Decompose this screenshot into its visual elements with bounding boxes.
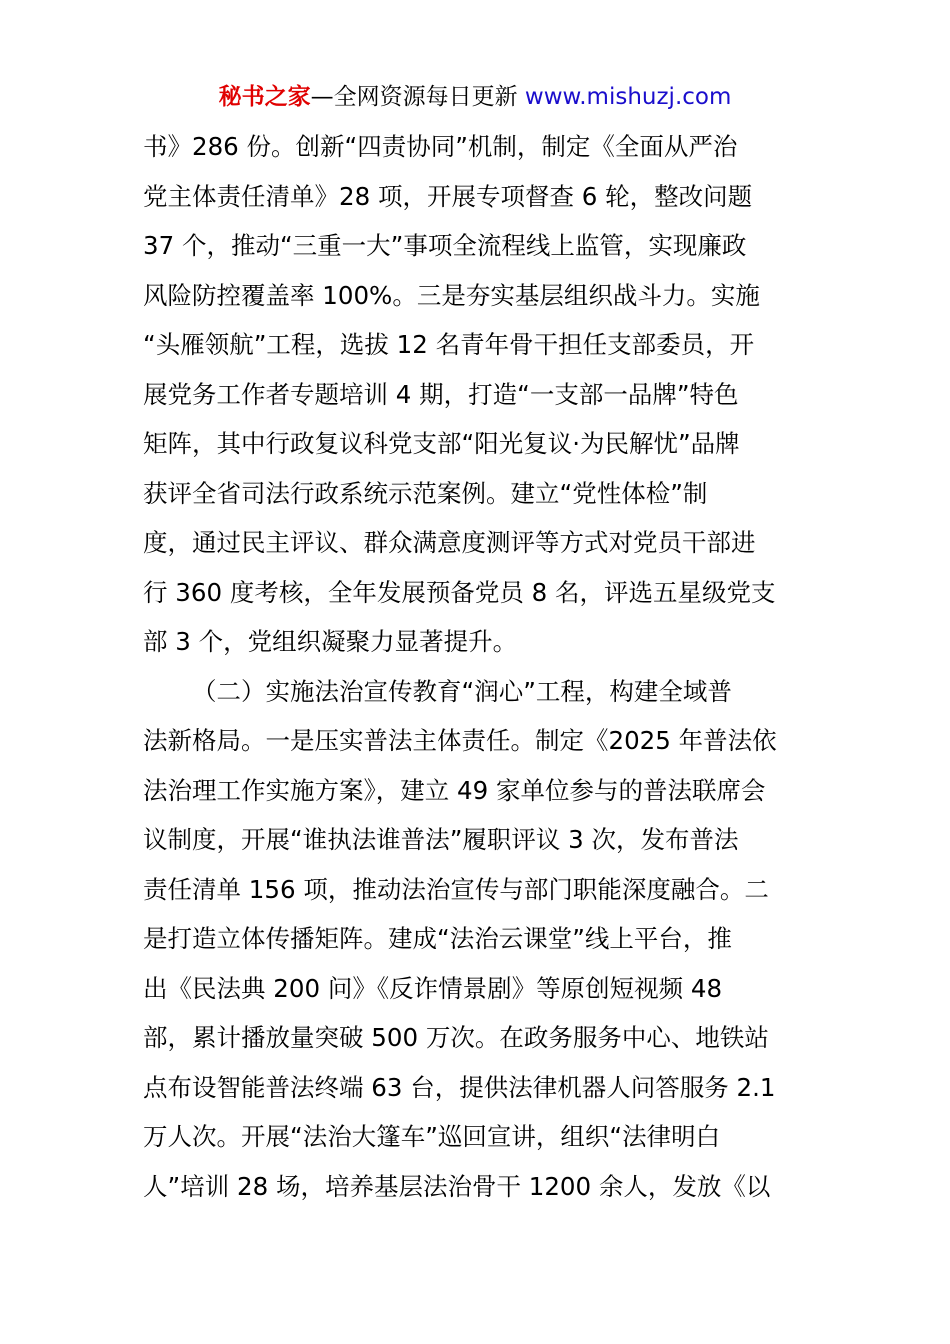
site-url[interactable]: www.mishuzj.com xyxy=(524,84,732,110)
brand-name: 秘书之家 xyxy=(218,84,311,110)
page-header xyxy=(0,80,950,114)
text-line: 法新格局。一是压实普法主体责任。制定《2025 年普法依 xyxy=(143,726,777,755)
text-line: 度，通过民主评议、群众满意度测评等方式对党员干部进 xyxy=(143,528,756,557)
text-line: 点布设智能普法终端 63 台，提供法律机器人问答服务 2.1 xyxy=(143,1072,776,1102)
text-line: 展党务工作者专题培训 4 期，打造“一支部一品牌”特色 xyxy=(143,379,739,409)
text-line: 部 3 个，党组织凝聚力显著提升。 xyxy=(143,627,518,656)
text-line: 获评全省司法行政系统示范案例。建立“党性体检”制 xyxy=(143,478,708,508)
text-line: 人”培训 28 场，培养基层法治骨干 1200 余人，发放《以 xyxy=(143,1171,771,1201)
header-tagline: —全网资源每日更新 xyxy=(310,84,525,110)
text-line: 党主体责任清单》28 项，开展专项督查 6 轮，整改问题 xyxy=(143,181,753,211)
text-line: 行 360 度考核，全年发展预备党员 8 名，评选五星级党支 xyxy=(143,577,776,607)
text-line: 书》286 份。创新“四责协同”机制，制定《全面从严治 xyxy=(143,132,738,161)
text-line: 法治理工作实施方案》，建立 49 家单位参与的普法联席会 xyxy=(143,775,766,805)
text-line: “头雁领航”工程，选拔 12 名青年骨干担任支部委员，开 xyxy=(143,330,755,359)
text-line: 责任清单 156 项，推动法治宣传与部门职能深度融合。二 xyxy=(143,874,769,904)
text-line: 37 个，推动“三重一大”事项全流程线上监管，实现廉政 xyxy=(143,231,747,260)
text-line: 风险防控覆盖率 100%。三是夯实基层组织战斗力。实施 xyxy=(143,280,760,310)
text-line: 矩阵，其中行政复议科党支部“阳光复议·为民解忧”品牌 xyxy=(143,429,740,458)
text-line: 出《民法典 200 问》《反诈情景剧》等原创短视频 48 xyxy=(143,973,723,1003)
section-heading-line: （二）实施法治宣传教育“润心”工程，构建全域普 xyxy=(192,676,732,706)
document-body xyxy=(143,122,823,1211)
text-line: 议制度，开展“谁执法谁普法”履职评议 3 次，发布普法 xyxy=(143,825,739,854)
text-line: 部，累计播放量突破 500 万次。在政务服务中心、地铁站 xyxy=(143,1023,769,1052)
text-line: 万人次。开展“法治大篷车”巡回宣讲，组织“法律明白 xyxy=(143,1122,721,1151)
text-line: 是打造立体传播矩阵。建成“法治云课堂”线上平台，推 xyxy=(143,924,732,953)
